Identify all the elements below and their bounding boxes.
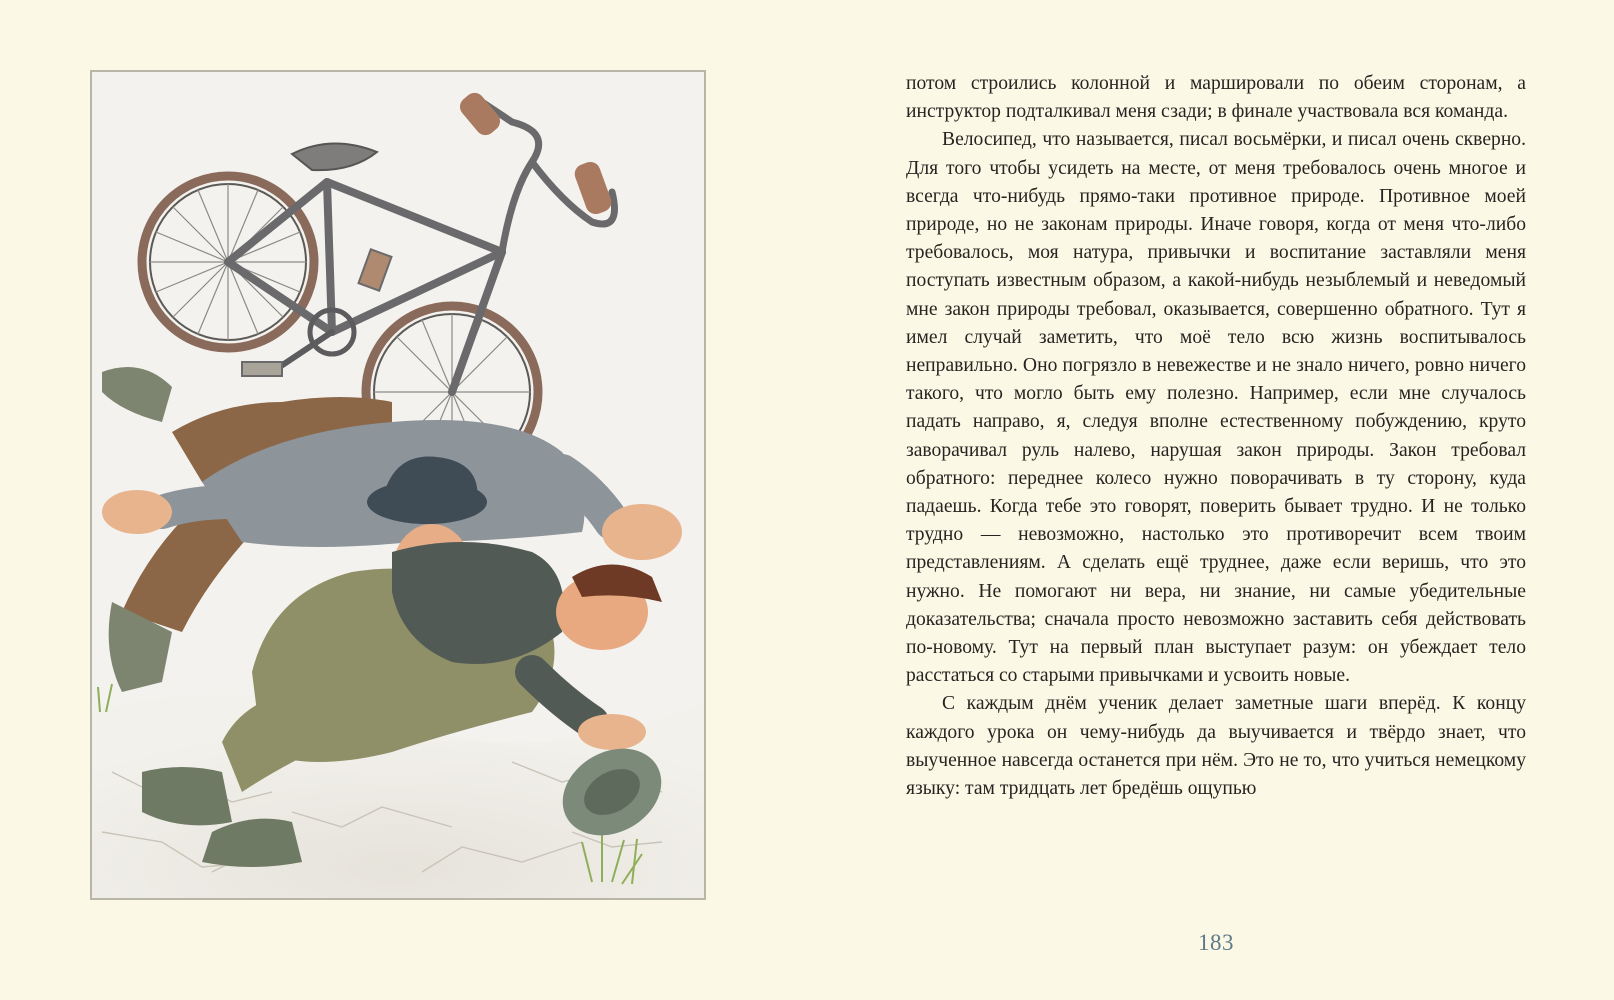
page-number: 183 xyxy=(1198,930,1234,955)
illustration-drawing xyxy=(92,72,704,898)
paragraph: С каждым днём ученик делает заметные шаги вперёд. К концу каждого урока он чему-нибудь да выучивается и твёрдо знает, что выученное навсегда останется при нём. Это не то, что учиться немецкому языку: там тридцать лет бредёшь ощупью xyxy=(906,693,1526,800)
page-text xyxy=(906,70,1526,803)
bicycle-crash-illustration xyxy=(90,70,706,900)
paragraph: Велосипед, что называется, писал восьмёрки, и писал очень скверно. Для того чтобы усидеть на месте, от меня требовалось очень многое и всегда что-нибудь прямо-таки противное природе. Противное моей природе, но не законам природы. Иначе говоря, когда от меня что-либо требовалось, моя натура, привычки и воспитание заставляли меня поступать известным образом, а какой-нибудь незыблемый и неведомый мне закон природы требовал, оказывается, совершенно обратного. Тут я имел случай заметить, что моё тело всю жизнь воспитывалось неправильно. Оно погрязло в невежестве и не знало ничего, ровно ничего такого, что могло быть ему полезно. Например, если мне случалось падать направо, я, следуя вполне естественному побуждению, круто заворачивал руль налево, нарушая закон природы. Закон требовал обратного: переднее колесо нужно поворачивать в ту сторону, куда падаешь. Когда тебе это говорят, поверить бывает трудно. И не только трудно — невозможно, настолько это противоречит всем твоим представлениям. А сделать ещё труднее, даже если веришь, что это нужно. Не помогают ни вера, ни знание, ни самые убедительные доказательства; сначала просто невозможно заставить себя действовать по-новому. Тут на первый план выступает разум: он убеждает тело расстаться со старыми привычками и усвоить новые. xyxy=(906,129,1526,687)
paragraph-continued: потом строились колонной и маршировали по обеим сторонам, а инструктор подталкивал меня сзади; в финале участвовала вся команда. xyxy=(906,73,1526,123)
